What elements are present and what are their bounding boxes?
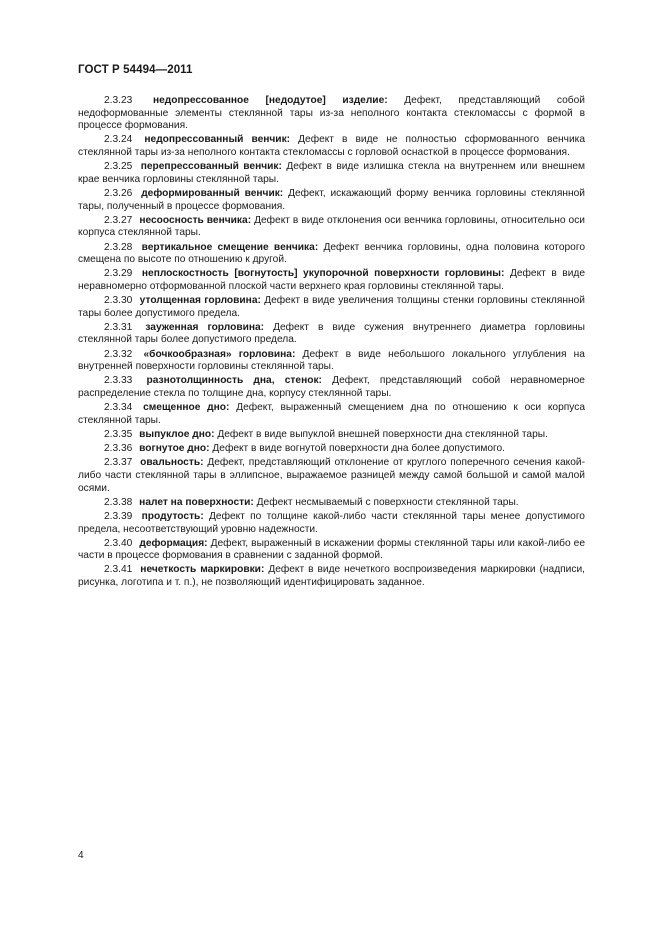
entry-text: Дефект в виде увеличения толщины стенки горловины стеклянной тары более допустимого предела. bbox=[78, 295, 585, 319]
definition-entry bbox=[78, 215, 585, 240]
entry-term: разнотолщинность дна, стенок: bbox=[146, 375, 322, 387]
entry-term: недопрессованный венчик: bbox=[144, 134, 291, 146]
entry-number: 2.3.26 bbox=[104, 187, 133, 199]
definitions-list bbox=[78, 95, 585, 591]
entry-term: перепрессованный венчик: bbox=[140, 161, 282, 173]
entry-term: смещенное дно: bbox=[143, 402, 230, 414]
entry-number: 2.3.35 bbox=[104, 428, 133, 440]
entry-text: Дефект, представляющий собой неравномерное распределение стекла по толщине дна, корпусу стеклянной тары. bbox=[78, 375, 585, 399]
entry-text: Дефект в виде сужения внутреннего диаметра горловины стеклянной тары более допустимого предела. bbox=[78, 321, 585, 346]
entry-term: выпуклое дно: bbox=[139, 428, 215, 440]
entry-term: деформация: bbox=[139, 537, 208, 549]
definition-entry bbox=[78, 188, 585, 213]
entry-number: 2.3.38 bbox=[104, 496, 133, 508]
entry-number: 2.3.31 bbox=[104, 321, 133, 333]
entry-number: 2.3.30 bbox=[104, 295, 133, 307]
entry-term: недопрессованное [недодутое] изделие: bbox=[152, 95, 388, 106]
entry-number: 2.3.29 bbox=[104, 268, 133, 280]
definition-entry bbox=[78, 375, 585, 400]
entry-number: 2.3.25 bbox=[104, 161, 133, 173]
entry-text: Дефект в виде неравномерно отформованной плоской части верхнего края горловины стеклянной тары. bbox=[78, 268, 585, 292]
entry-text: Дефект в виде вогнутой поверхности дна более допустимого. bbox=[212, 443, 506, 455]
definition-entry bbox=[78, 443, 585, 456]
entry-text: Дефект венчика горловины, одна половина которого смещена по высоте по отношению к другой. bbox=[78, 241, 585, 266]
entry-text: Дефект, выраженный в искажении формы стеклянной тары или какой-либо ее части в процессе формования в сравнении с заданной формой. bbox=[78, 537, 585, 562]
entry-number: 2.3.23 bbox=[104, 95, 133, 106]
entry-term: несоосность венчика: bbox=[139, 214, 252, 226]
entry-text: Дефект в виде небольшого локального углубления на внутренней поверхности горловины стеклянной тары. bbox=[78, 348, 585, 373]
entry-text: Дефект в виде не полностью сформованного венчика стеклянной тары из-за неполного контакта стекломассы с горловой оснасткой в процессе формования. bbox=[78, 134, 585, 158]
entry-number: 2.3.28 bbox=[104, 241, 133, 253]
entry-term: нечеткость маркировки: bbox=[140, 564, 265, 576]
entry-term: «бочкообразная» горловина: bbox=[143, 348, 296, 360]
document-header: ГОСТ Р 54494—2011 bbox=[78, 64, 193, 76]
entry-text: Дефект в виде выпуклой внешней поверхности дна стеклянной тары. bbox=[217, 428, 548, 440]
definition-entry bbox=[78, 322, 585, 347]
entry-number: 2.3.37 bbox=[104, 457, 133, 469]
page-number: 4 bbox=[78, 850, 84, 861]
entry-number: 2.3.24 bbox=[104, 134, 133, 146]
entry-text: Дефект несмываемый с поверхности стеклянной тары. bbox=[256, 496, 519, 508]
definition-entry bbox=[78, 538, 585, 563]
definition-entry bbox=[78, 161, 585, 186]
definition-entry bbox=[78, 349, 585, 374]
entry-term: вертикальное смещение венчика: bbox=[141, 241, 319, 253]
definition-entry bbox=[78, 242, 585, 267]
entry-text: Дефект в виде нечеткого воспроизведения маркировки (надписи, рисунка, логотипа и т. п.), не позволяющий идентифицировать заданное. bbox=[78, 564, 585, 589]
definition-entry bbox=[78, 295, 585, 320]
definition-entry bbox=[78, 268, 585, 293]
definition-entry bbox=[78, 134, 585, 159]
entry-term: продутость: bbox=[141, 510, 204, 522]
definition-entry bbox=[78, 95, 585, 133]
entry-number: 2.3.34 bbox=[104, 402, 133, 414]
entry-text: Дефект в виде отклонения оси венчика горловины, относительно оси корпуса стеклянной тары. bbox=[78, 214, 586, 239]
entry-text: Дефект, искажающий форму венчика горловины стеклянной тары, полученный в процессе формования. bbox=[78, 187, 585, 212]
definition-entry bbox=[78, 429, 585, 442]
entry-number: 2.3.32 bbox=[104, 348, 133, 360]
entry-number: 2.3.41 bbox=[104, 564, 133, 576]
entry-text: Дефект по толщине какой-либо части стеклянной тары менее допустимого предела, несоответствующий уровню надежности. bbox=[78, 510, 585, 535]
entry-term: деформированный венчик: bbox=[141, 187, 284, 199]
entry-text: Дефект, представляющий собой недоформованные элементы стеклянной тары из-за неполного контакта стекломассы с формой в процессе формования. bbox=[78, 95, 585, 132]
definition-entry bbox=[78, 402, 585, 427]
entry-number: 2.3.36 bbox=[104, 443, 133, 455]
entry-term: овальность: bbox=[140, 457, 204, 469]
definition-entry bbox=[78, 457, 585, 495]
definition-entry bbox=[78, 511, 585, 536]
entry-term: зауженная горловина: bbox=[145, 321, 265, 333]
entry-text: Дефект, представляющий отклонение от круглого поперечного сечения какой-либо части стеклянной тары в эллипсное, выражаемое разницей между самой большой и самой малой осями. bbox=[78, 457, 585, 494]
entry-text: Дефект в виде излишка стекла на внутреннем или внешнем крае венчика горловины стеклянной тары. bbox=[78, 161, 585, 185]
entry-text: Дефект, выраженный смещением дна по отношению к оси корпуса стеклянной тары. bbox=[78, 402, 585, 426]
entry-number: 2.3.33 bbox=[104, 375, 133, 387]
definition-entry bbox=[78, 564, 585, 589]
entry-number: 2.3.27 bbox=[104, 214, 133, 226]
entry-term: утолщенная горловина: bbox=[139, 295, 261, 307]
definition-entry bbox=[78, 497, 585, 510]
entry-term: неплоскостность [вогнутость] укупорочной поверхности горловины: bbox=[141, 268, 505, 280]
entry-number: 2.3.39 bbox=[104, 510, 133, 522]
entry-term: вогнутое дно: bbox=[139, 443, 210, 455]
entry-number: 2.3.40 bbox=[104, 537, 133, 549]
entry-term: налет на поверхности: bbox=[139, 496, 254, 508]
